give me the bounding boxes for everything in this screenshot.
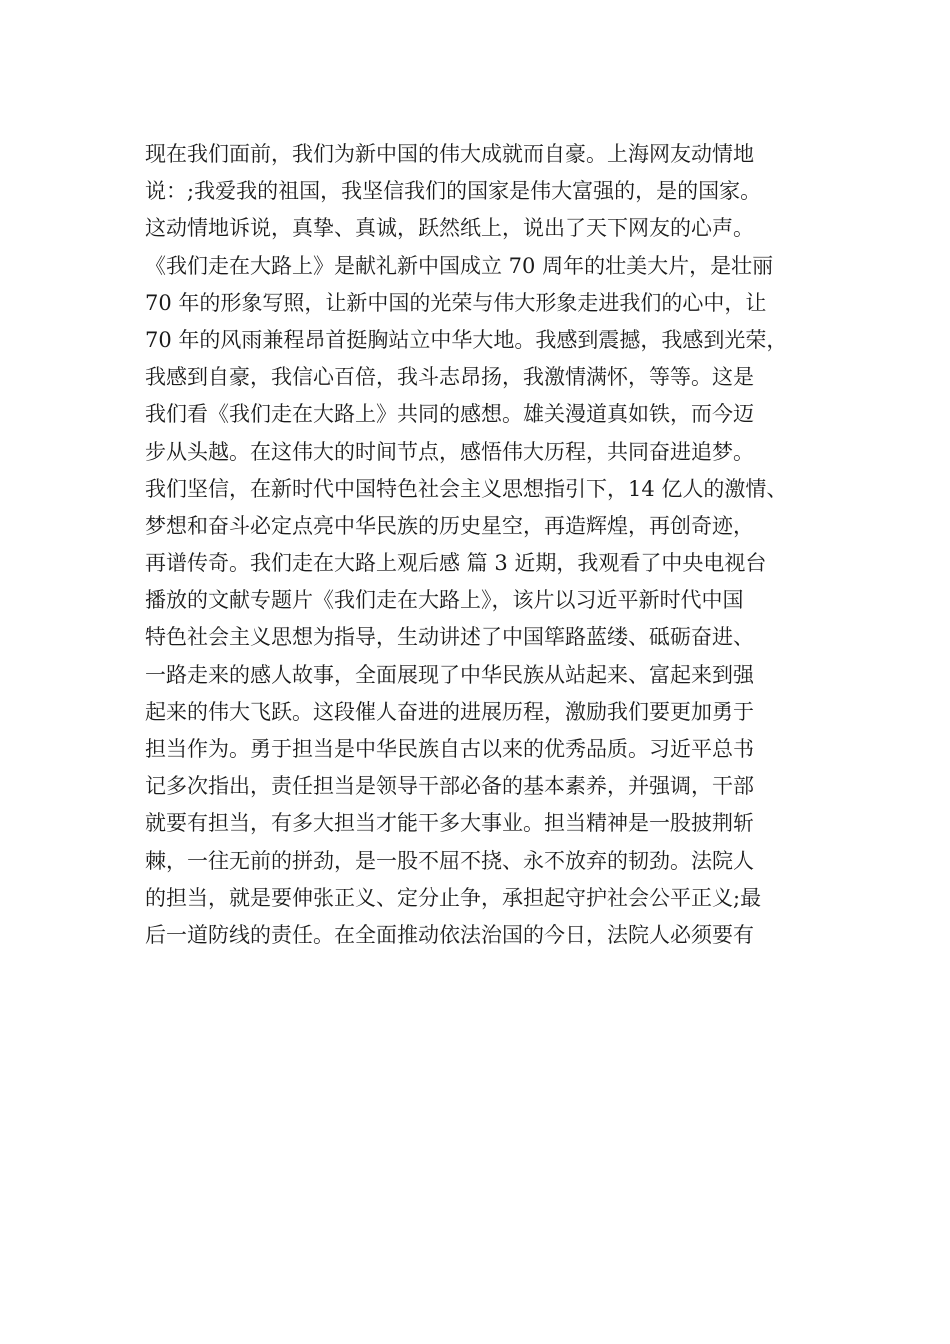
text-line-13: 播放的文献专题片《我们走在大路上》，该片以习近平新时代中国 — [145, 588, 744, 613]
text-line-9: 步从头越。在这伟大的时间节点，感悟伟大历程，共同奋进追梦。 — [145, 439, 754, 464]
text-line-1: 现在我们面前，我们为新中国的伟大成就而自豪。上海网友动情地 — [145, 142, 754, 166]
text-line-14: 特色社会主义思想为指导，生动讲述了中国筚路蓝缕、砥砺奋进、 — [145, 625, 754, 650]
text-line-12: 再谱传奇。我们走在大路上观后感 篇 3 近期，我观看了中央电视台 — [145, 551, 767, 576]
text-line-10: 我们坚信，在新时代中国特色社会主义思想指引下，14 亿人的激情、 — [145, 476, 788, 501]
text-line-3: 这动情地诉说，真挚、真诚，跃然纸上，说出了天下网友的心声。 — [145, 216, 754, 241]
text-line-21: 的担当，就是要伸张正义、定分止争，承担起守护社会公平正义;最 — [145, 885, 762, 910]
text-line-16: 起来的伟大飞跃。这段催人奋进的进展历程，激励我们要更加勇于 — [145, 699, 754, 724]
text-line-8: 我们看《我们走在大路上》共同的感想。雄关漫道真如铁，而今迈 — [145, 402, 754, 427]
text-line-15: 一路走来的感人故事，全面展现了中华民族从站起来、富起来到强 — [145, 662, 754, 687]
text-line-22: 后一道防线的责任。在全面推动依法治国的今日，法院人必须要有 — [145, 922, 754, 947]
text-line-2: 说：;我爱我的祖国，我坚信我们的国家是伟大富强的，是的国家。 — [145, 179, 762, 204]
text-line-7: 我感到自豪，我信心百倍，我斗志昂扬，我激情满怀，等等。这是 — [145, 365, 754, 390]
text-line-20: 棘，一往无前的拼劲，是一股不屈不挠、永不放弃的韧劲。法院人 — [145, 848, 754, 873]
text-line-17: 担当作为。勇于担当是中华民族自古以来的优秀品质。习近平总书 — [145, 737, 754, 761]
text-line-4: 《我们走在大路上》是献礼新中国成立 70 周年的壮美大片，是壮丽 — [145, 253, 774, 278]
text-line-11: 梦想和奋斗必定点亮中华民族的历史星空，再造辉煌，再创奇迹， — [145, 513, 754, 538]
text-line-6: 70 年的风雨兼程昂首挺胸站立中华大地。我感到震撼，我感到光荣， — [145, 327, 788, 352]
text-line-18: 记多次指出，责任担当是领导干部必备的基本素养，并强调，干部 — [145, 774, 754, 799]
text-line-19: 就要有担当，有多大担当才能干多大事业。担当精神是一股披荆斩 — [145, 811, 754, 836]
text-line-5: 70 年的形象写照，让新中国的光荣与伟大形象走进我们的心中，让 — [145, 290, 767, 315]
document-body — [145, 136, 845, 954]
